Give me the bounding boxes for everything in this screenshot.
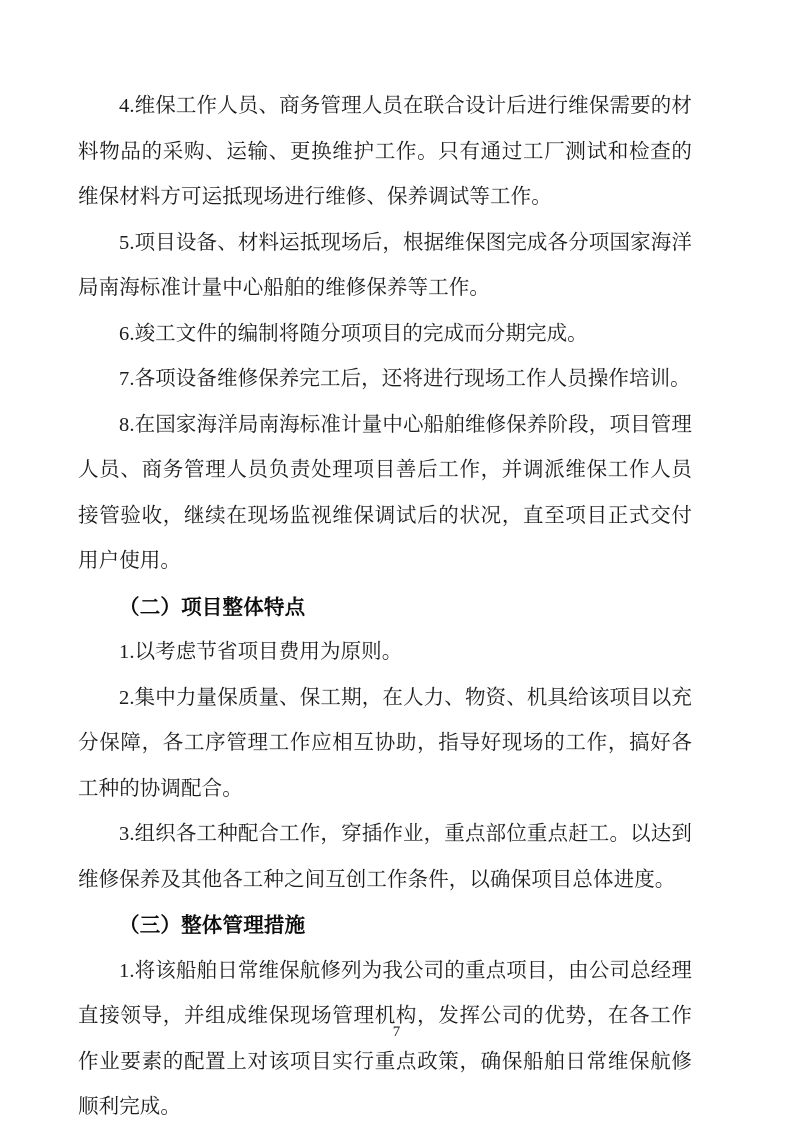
feature-item-3: 3.组织各工种配合工作，穿插作业，重点部位重点赶工。以达到维修保养及其他各工种之间互创工作条件，以确保项目总体进度。 [78,823,692,891]
measure-item-1: 1.将该船舶日常维保航修列为我公司的重点项目，由公司总经理直接领导，并组成维保现场管理机构，发挥公司的优势，在各工作作业要素的配置上对该项目实行重点政策，确保船舶日常维保航修顺利完成。 [78,959,692,1118]
document-body [78,84,692,1131]
paragraph-item-6: 6.竣工文件的编制将随分项项目的完成而分期完成。 [119,322,588,345]
page-number: 7 [392,1024,401,1040]
paragraph-item-5: 5.项目设备、材料运抵现场后，根据维保图完成各分项国家海洋局南海标准计量中心船舶的维修保养等工作。 [78,231,692,299]
paragraph-item-4: 4.维保工作人员、商务管理人员在联合设计后进行维保需要的材料物品的采购、运输、更换维护工作。只有通过工厂测试和检查的维保材料方可运抵现场进行维修、保养调试等工作。 [78,95,692,208]
feature-item-2: 2.集中力量保质量、保工期，在人力、物资、机具给该项目以充分保障，各工序管理工作应相互协助，指导好现场的工作，搞好各工种的协调配合。 [78,686,692,800]
paragraph-item-8: 8.在国家海洋局南海标准计量中心船舶维修保养阶段，项目管理人员、商务管理人员负责处理项目善后工作，并调派维保工作人员接管验收，继续在现场监视维保调试后的状况，直至项目正式交付用户使用。 [78,413,692,572]
feature-item-1: 1.以考虑节省项目费用为原则。 [119,641,403,663]
section-heading-3: （三）整体管理措施 [119,913,306,937]
paragraph-item-7: 7.各项设备维修保养完工后，还将进行现场工作人员操作培训。 [119,368,691,390]
section-heading-2: （二）项目整体特点 [119,594,306,619]
